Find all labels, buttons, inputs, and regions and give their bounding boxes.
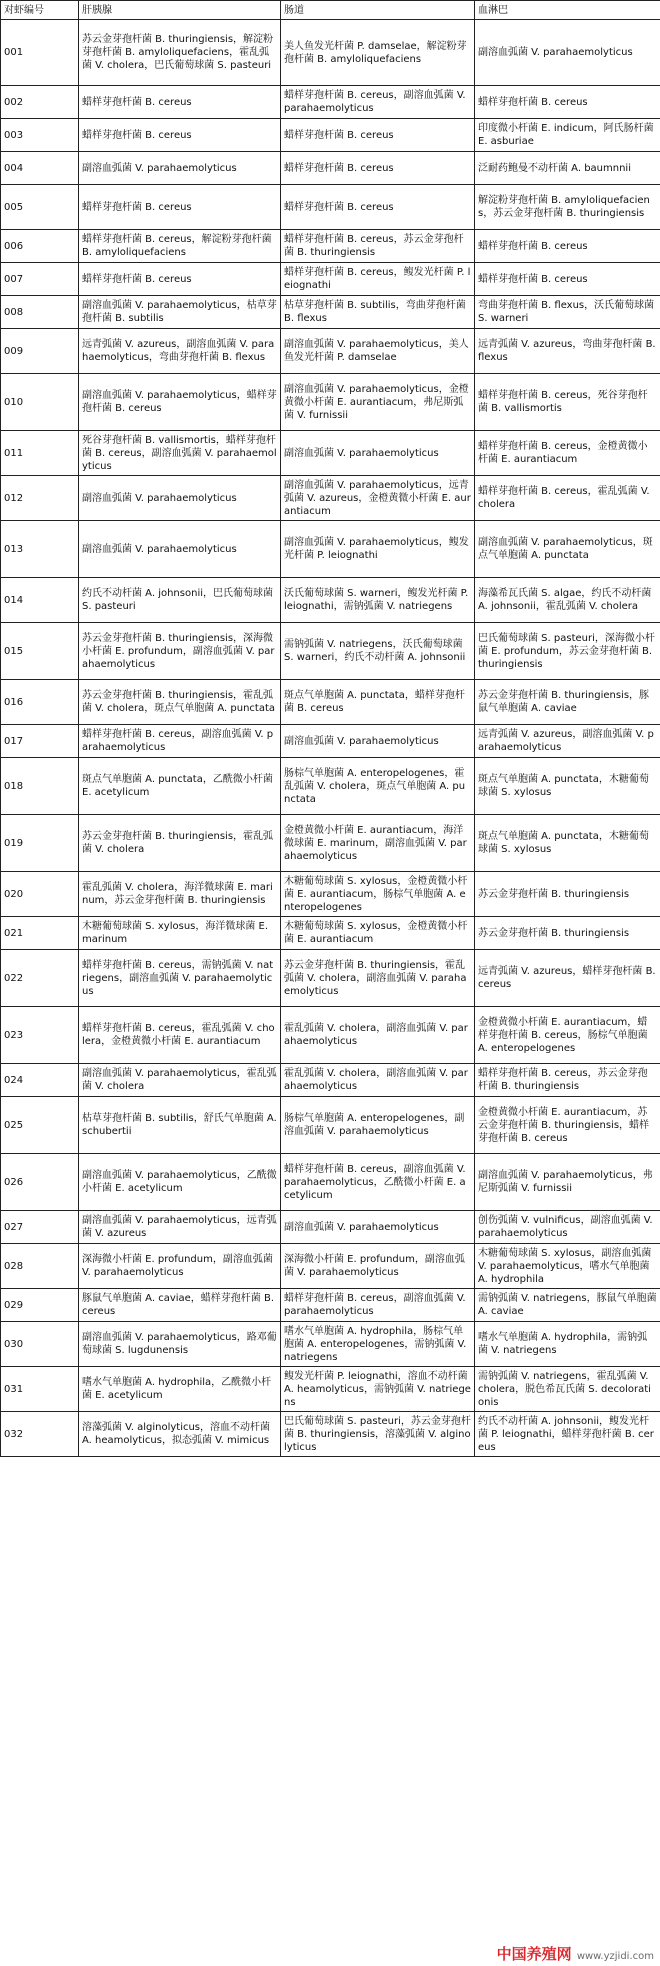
cell-intestine: 副溶血弧菌 V. parahaemolyticus，美人鱼发光杆菌 P. damselae xyxy=(281,329,475,374)
cell-hemolymph: 创伤弧菌 V. vulnificus，副溶血弧菌 V. parahaemolyticus xyxy=(475,1211,660,1244)
cell-hepatopancreas: 深海微小杆菌 E. profundum，副溶血弧菌 V. parahaemolyticus xyxy=(79,1244,281,1289)
cell-shrimp-id: 026 xyxy=(1,1154,79,1211)
table-row xyxy=(1,329,660,374)
cell-shrimp-id: 029 xyxy=(1,1289,79,1322)
cell-intestine: 嗜水气单胞菌 A. hydrophila，肠棕气单胞菌 A. enteropelogenes，需钠弧菌 V. natriegens xyxy=(281,1322,475,1367)
cell-intestine: 需钠弧菌 V. natriegens，沃氏葡萄球菌 S. warneri，约氏不动杆菌 A. johnsonii xyxy=(281,623,475,680)
table-row xyxy=(1,917,660,950)
table-row xyxy=(1,1367,660,1412)
table-row xyxy=(1,578,660,623)
cell-hepatopancreas: 蜡样芽孢杆菌 B. cereus，副溶血弧菌 V. parahaemolyticus xyxy=(79,725,281,758)
cell-hepatopancreas: 蜡样芽孢杆菌 B. cereus，解淀粉芽孢杆菌 B. amyloliquefaciens xyxy=(79,230,281,263)
cell-shrimp-id: 009 xyxy=(1,329,79,374)
cell-hemolymph: 蜡样芽孢杆菌 B. cereus，苏云金芽孢杆菌 B. thuringiensis xyxy=(475,1064,660,1097)
cell-hepatopancreas: 死谷芽孢杆菌 B. vallismortis，蜡样芽孢杆菌 B. cereus，副溶血弧菌 V. parahaemolyticus xyxy=(79,431,281,476)
cell-shrimp-id: 014 xyxy=(1,578,79,623)
table-row xyxy=(1,476,660,521)
cell-intestine: 苏云金芽孢杆菌 B. thuringiensis，霍乱弧菌 V. cholera，副溶血弧菌 V. parahaemolyticus xyxy=(281,950,475,1007)
table-row xyxy=(1,623,660,680)
cell-hepatopancreas: 副溶血弧菌 V. parahaemolyticus，枯草芽孢杆菌 B. subtilis xyxy=(79,296,281,329)
cell-hemolymph: 金橙黄微小杆菌 E. aurantiacum，苏云金芽孢杆菌 B. thuringiensis，蜡样芽孢杆菌 B. cereus xyxy=(475,1097,660,1154)
cell-hepatopancreas: 副溶血弧菌 V. parahaemolyticus xyxy=(79,476,281,521)
cell-shrimp-id: 027 xyxy=(1,1211,79,1244)
cell-intestine: 副溶血弧菌 V. parahaemolyticus，金橙黄微小杆菌 E. aurantiacum，弗尼斯弧菌 V. furnissii xyxy=(281,374,475,431)
cell-shrimp-id: 020 xyxy=(1,872,79,917)
cell-intestine: 蜡样芽孢杆菌 B. cereus xyxy=(281,152,475,185)
cell-hepatopancreas: 溶藻弧菌 V. alginolyticus，溶血不动杆菌 A. heamolyticus，拟态弧菌 V. mimicus xyxy=(79,1412,281,1457)
cell-hepatopancreas: 霍乱弧菌 V. cholera，海洋微球菌 E. marinum，苏云金芽孢杆菌 B. thuringiensis xyxy=(79,872,281,917)
cell-intestine: 蜡样芽孢杆菌 B. cereus，鳆发光杆菌 P. leiognathi xyxy=(281,263,475,296)
cell-hemolymph: 海藻希瓦氏菌 S. algae，约氏不动杆菌 A. johnsonii，霍乱弧菌 V. cholera xyxy=(475,578,660,623)
cell-intestine: 斑点气单胞菌 A. punctata，蜡样芽孢杆菌 B. cereus xyxy=(281,680,475,725)
table-row xyxy=(1,230,660,263)
table-row xyxy=(1,1244,660,1289)
cell-shrimp-id: 032 xyxy=(1,1412,79,1457)
cell-hepatopancreas: 副溶血弧菌 V. parahaemolyticus，蜡样芽孢杆菌 B. cereus xyxy=(79,374,281,431)
cell-intestine: 金橙黄微小杆菌 E. aurantiacum，海洋微球菌 E. marinum，副溶血弧菌 V. parahaemolyticus xyxy=(281,815,475,872)
cell-hemolymph: 蜡样芽孢杆菌 B. cereus xyxy=(475,230,660,263)
table-row xyxy=(1,296,660,329)
cell-shrimp-id: 016 xyxy=(1,680,79,725)
cell-hemolymph: 蜡样芽孢杆菌 B. cereus xyxy=(475,86,660,119)
table-row xyxy=(1,521,660,578)
cell-intestine: 美人鱼发光杆菌 P. damselae，解淀粉芽孢杆菌 B. amyloliquefaciens xyxy=(281,20,475,86)
cell-hemolymph: 远青弧菌 V. azureus，副溶血弧菌 V. parahaemolyticus xyxy=(475,725,660,758)
cell-intestine: 蜡样芽孢杆菌 B. cereus xyxy=(281,119,475,152)
cell-hepatopancreas: 副溶血弧菌 V. parahaemolyticus xyxy=(79,152,281,185)
cell-hepatopancreas: 苏云金芽孢杆菌 B. thuringiensis，深海微小杆菌 E. profundum，副溶血弧菌 V. parahaemolyticus xyxy=(79,623,281,680)
cell-intestine: 蜡样芽孢杆菌 B. cereus，副溶血弧菌 V. parahaemolyticus xyxy=(281,86,475,119)
cell-shrimp-id: 024 xyxy=(1,1064,79,1097)
cell-hepatopancreas: 枯草芽孢杆菌 B. subtilis，舒氏气单胞菌 A. schubertii xyxy=(79,1097,281,1154)
cell-hemolymph: 远青弧菌 V. azureus，蜡样芽孢杆菌 B. cereus xyxy=(475,950,660,1007)
cell-hepatopancreas: 斑点气单胞菌 A. punctata，乙酰微小杆菌 E. acetylicum xyxy=(79,758,281,815)
cell-hepatopancreas: 蜡样芽孢杆菌 B. cereus xyxy=(79,263,281,296)
cell-hemolymph: 约氏不动杆菌 A. johnsonii，鳆发光杆菌 P. leiognathi，蜡样芽孢杆菌 B. cereus xyxy=(475,1412,660,1457)
cell-intestine: 副溶血弧菌 V. parahaemolyticus xyxy=(281,431,475,476)
cell-intestine: 巴氏葡萄球菌 S. pasteuri，苏云金芽孢杆菌 B. thuringiensis，溶藻弧菌 V. alginolyticus xyxy=(281,1412,475,1457)
cell-hemolymph: 斑点气单胞菌 A. punctata，木糖葡萄球菌 S. xylosus xyxy=(475,815,660,872)
cell-shrimp-id: 019 xyxy=(1,815,79,872)
table-row xyxy=(1,1064,660,1097)
cell-hepatopancreas: 副溶血弧菌 V. parahaemolyticus，乙酰微小杆菌 E. acetylicum xyxy=(79,1154,281,1211)
table-row xyxy=(1,1007,660,1064)
cell-intestine: 肠棕气单胞菌 A. enteropelogenes，副溶血弧菌 V. parahaemolyticus xyxy=(281,1097,475,1154)
cell-shrimp-id: 002 xyxy=(1,86,79,119)
cell-intestine: 霍乱弧菌 V. cholera，副溶血弧菌 V. parahaemolyticus xyxy=(281,1007,475,1064)
table-row xyxy=(1,1211,660,1244)
cell-shrimp-id: 006 xyxy=(1,230,79,263)
cell-intestine: 蜡样芽孢杆菌 B. cereus，副溶血弧菌 V. parahaemolyticus，乙酰微小杆菌 E. acetylicum xyxy=(281,1154,475,1211)
table-row xyxy=(1,1097,660,1154)
table-row xyxy=(1,950,660,1007)
watermark-text: 中国养殖网 xyxy=(496,1945,572,1963)
cell-hemolymph: 副溶血弧菌 V. parahaemolyticus xyxy=(475,20,660,86)
cell-hemolymph: 远青弧菌 V. azureus，弯曲芽孢杆菌 B. flexus xyxy=(475,329,660,374)
cell-intestine: 蜡样芽孢杆菌 B. cereus，副溶血弧菌 V. parahaemolyticus xyxy=(281,1289,475,1322)
cell-hepatopancreas: 豚鼠气单胞菌 A. caviae，蜡样芽孢杆菌 B. cereus xyxy=(79,1289,281,1322)
cell-hemolymph: 苏云金芽孢杆菌 B. thuringiensis xyxy=(475,917,660,950)
cell-hemolymph: 嗜水气单胞菌 A. hydrophila，需钠弧菌 V. natriegens xyxy=(475,1322,660,1367)
cell-intestine: 副溶血弧菌 V. parahaemolyticus xyxy=(281,1211,475,1244)
cell-intestine: 木糖葡萄球菌 S. xylosus，金橙黄微小杆菌 E. aurantiacum，肠棕气单胞菌 A. enteropelogenes xyxy=(281,872,475,917)
table-row xyxy=(1,758,660,815)
header-row xyxy=(1,1,660,20)
cell-shrimp-id: 025 xyxy=(1,1097,79,1154)
cell-hemolymph: 斑点气单胞菌 A. punctata，木糖葡萄球菌 S. xylosus xyxy=(475,758,660,815)
cell-shrimp-id: 018 xyxy=(1,758,79,815)
cell-intestine: 副溶血弧菌 V. parahaemolyticus，远青弧菌 V. azureus，金橙黄微小杆菌 E. aurantiacum xyxy=(281,476,475,521)
cell-hepatopancreas: 蜡样芽孢杆菌 B. cereus xyxy=(79,185,281,230)
cell-shrimp-id: 028 xyxy=(1,1244,79,1289)
cell-hemolymph: 弯曲芽孢杆菌 B. flexus，沃氏葡萄球菌 S. warneri xyxy=(475,296,660,329)
cell-intestine: 鳆发光杆菌 P. leiognathi，溶血不动杆菌 A. heamolyticus，需钠弧菌 V. natriegens xyxy=(281,1367,475,1412)
cell-hemolymph: 蜡样芽孢杆菌 B. cereus，死谷芽孢杆菌 B. vallismortis xyxy=(475,374,660,431)
cell-intestine: 蜡样芽孢杆菌 B. cereus xyxy=(281,185,475,230)
cell-hepatopancreas: 木糖葡萄球菌 S. xylosus，海洋微球菌 E. marinum xyxy=(79,917,281,950)
cell-intestine: 枯草芽孢杆菌 B. subtilis，弯曲芽孢杆菌 B. flexus xyxy=(281,296,475,329)
cell-intestine: 深海微小杆菌 E. profundum，副溶血弧菌 V. parahaemolyticus xyxy=(281,1244,475,1289)
cell-intestine: 霍乱弧菌 V. cholera，副溶血弧菌 V. parahaemolyticus xyxy=(281,1064,475,1097)
table-row xyxy=(1,119,660,152)
watermark-site: www.yzjidi.com xyxy=(576,1951,654,1962)
cell-hepatopancreas: 约氏不动杆菌 A. johnsonii，巴氏葡萄球菌 S. pasteuri xyxy=(79,578,281,623)
cell-hepatopancreas: 嗜水气单胞菌 A. hydrophila，乙酰微小杆菌 E. acetylicum xyxy=(79,1367,281,1412)
cell-shrimp-id: 022 xyxy=(1,950,79,1007)
cell-intestine: 副溶血弧菌 V. parahaemolyticus xyxy=(281,725,475,758)
cell-shrimp-id: 001 xyxy=(1,20,79,86)
table-row xyxy=(1,185,660,230)
table-row xyxy=(1,1322,660,1367)
table-row xyxy=(1,20,660,86)
table-row xyxy=(1,1412,660,1457)
cell-hemolymph: 蜡样芽孢杆菌 B. cereus，金橙黄微小杆菌 E. aurantiacum xyxy=(475,431,660,476)
cell-hemolymph: 需钠弧菌 V. natriegens，霍乱弧菌 V. cholera，脱色希瓦氏菌 S. decolorationis xyxy=(475,1367,660,1412)
cell-hemolymph: 解淀粉芽孢杆菌 B. amyloliquefaciens，苏云金芽孢杆菌 B. thuringiensis xyxy=(475,185,660,230)
cell-hepatopancreas: 远青弧菌 V. azureus，副溶血弧菌 V. parahaemolyticus，弯曲芽孢杆菌 B. flexus xyxy=(79,329,281,374)
cell-hepatopancreas: 副溶血弧菌 V. parahaemolyticus，远青弧菌 V. azureus xyxy=(79,1211,281,1244)
header-hemolymph: 血淋巴 xyxy=(475,1,660,20)
cell-intestine: 蜡样芽孢杆菌 B. cereus，苏云金芽孢杆菌 B. thuringiensis xyxy=(281,230,475,263)
table-row xyxy=(1,1289,660,1322)
table-row xyxy=(1,680,660,725)
table-row xyxy=(1,872,660,917)
cell-shrimp-id: 004 xyxy=(1,152,79,185)
cell-intestine: 副溶血弧菌 V. parahaemolyticus，鳆发光杆菌 P. leiognathi xyxy=(281,521,475,578)
cell-hemolymph: 苏云金芽孢杆菌 B. thuringiensis，豚鼠气单胞菌 A. caviae xyxy=(475,680,660,725)
cell-shrimp-id: 003 xyxy=(1,119,79,152)
cell-shrimp-id: 021 xyxy=(1,917,79,950)
cell-hepatopancreas: 蜡样芽孢杆菌 B. cereus xyxy=(79,119,281,152)
table-row xyxy=(1,725,660,758)
cell-hemolymph: 印度微小杆菌 E. indicum，阿氏肠杆菌 E. asburiae xyxy=(475,119,660,152)
table-row xyxy=(1,86,660,119)
cell-intestine: 肠棕气单胞菌 A. enteropelogenes，霍乱弧菌 V. cholera，斑点气单胞菌 A. punctata xyxy=(281,758,475,815)
cell-shrimp-id: 005 xyxy=(1,185,79,230)
cell-hepatopancreas: 副溶血弧菌 V. parahaemolyticus，路邓葡萄球菌 S. lugdunensis xyxy=(79,1322,281,1367)
table-body xyxy=(1,20,660,1457)
cell-intestine: 沃氏葡萄球菌 S. warneri，鳆发光杆菌 P. leiognathi，需钠弧菌 V. natriegens xyxy=(281,578,475,623)
cell-shrimp-id: 007 xyxy=(1,263,79,296)
cell-hemolymph: 副溶血弧菌 V. parahaemolyticus，弗尼斯弧菌 V. furnissii xyxy=(475,1154,660,1211)
cell-hemolymph: 巴氏葡萄球菌 S. pasteuri，深海微小杆菌 E. profundum，苏云金芽孢杆菌 B. thuringiensis xyxy=(475,623,660,680)
cell-intestine: 木糖葡萄球菌 S. xylosus，金橙黄微小杆菌 E. aurantiacum xyxy=(281,917,475,950)
cell-hemolymph: 副溶血弧菌 V. parahaemolyticus，斑点气单胞菌 A. punctata xyxy=(475,521,660,578)
cell-hepatopancreas: 副溶血弧菌 V. parahaemolyticus xyxy=(79,521,281,578)
watermark-logo xyxy=(497,1943,654,1964)
table-row xyxy=(1,152,660,185)
cell-hepatopancreas: 蜡样芽孢杆菌 B. cereus，需钠弧菌 V. natriegens，副溶血弧菌 V. parahaemolyticus xyxy=(79,950,281,1007)
cell-hemolymph: 木糖葡萄球菌 S. xylosus，副溶血弧菌 V. parahaemolyticus，嗜水气单胞菌 A. hydrophila xyxy=(475,1244,660,1289)
table-row xyxy=(1,1154,660,1211)
table-row xyxy=(1,815,660,872)
cell-hepatopancreas: 副溶血弧菌 V. parahaemolyticus，霍乱弧菌 V. cholera xyxy=(79,1064,281,1097)
cell-hepatopancreas: 苏云金芽孢杆菌 B. thuringiensis，霍乱弧菌 V. cholera，斑点气单胞菌 A. punctata xyxy=(79,680,281,725)
cell-hemolymph: 苏云金芽孢杆菌 B. thuringiensis xyxy=(475,872,660,917)
cell-shrimp-id: 015 xyxy=(1,623,79,680)
cell-hemolymph: 泛耐药鲍曼不动杆菌 A. baumnnii xyxy=(475,152,660,185)
table-row xyxy=(1,431,660,476)
cell-hemolymph: 蜡样芽孢杆菌 B. cereus，霍乱弧菌 V. cholera xyxy=(475,476,660,521)
cell-shrimp-id: 013 xyxy=(1,521,79,578)
table-row xyxy=(1,263,660,296)
cell-shrimp-id: 008 xyxy=(1,296,79,329)
cell-shrimp-id: 010 xyxy=(1,374,79,431)
cell-hepatopancreas: 苏云金芽孢杆菌 B. thuringiensis，解淀粉芽孢杆菌 B. amyloliquefaciens，霍乱弧菌 V. cholera，巴氏葡萄球菌 S. pasteuri xyxy=(79,20,281,86)
cell-shrimp-id: 031 xyxy=(1,1367,79,1412)
cell-hemolymph: 蜡样芽孢杆菌 B. cereus xyxy=(475,263,660,296)
cell-hepatopancreas: 蜡样芽孢杆菌 B. cereus xyxy=(79,86,281,119)
header-hepatopancreas: 肝胰腺 xyxy=(79,1,281,20)
header-shrimp-id: 对虾编号 xyxy=(1,1,79,20)
cell-shrimp-id: 011 xyxy=(1,431,79,476)
cell-hepatopancreas: 蜡样芽孢杆菌 B. cereus，霍乱弧菌 V. cholera，金橙黄微小杆菌 E. aurantiacum xyxy=(79,1007,281,1064)
cell-hepatopancreas: 苏云金芽孢杆菌 B. thuringiensis，霍乱弧菌 V. cholera xyxy=(79,815,281,872)
table-row xyxy=(1,374,660,431)
cell-hemolymph: 金橙黄微小杆菌 E. aurantiacum，蜡样芽孢杆菌 B. cereus，肠棕气单胞菌 A. enteropelogenes xyxy=(475,1007,660,1064)
cell-hemolymph: 需钠弧菌 V. natriegens，豚鼠气单胞菌 A. caviae xyxy=(475,1289,660,1322)
cell-shrimp-id: 030 xyxy=(1,1322,79,1367)
cell-shrimp-id: 017 xyxy=(1,725,79,758)
header-intestine: 肠道 xyxy=(281,1,475,20)
cell-shrimp-id: 012 xyxy=(1,476,79,521)
cell-shrimp-id: 023 xyxy=(1,1007,79,1064)
